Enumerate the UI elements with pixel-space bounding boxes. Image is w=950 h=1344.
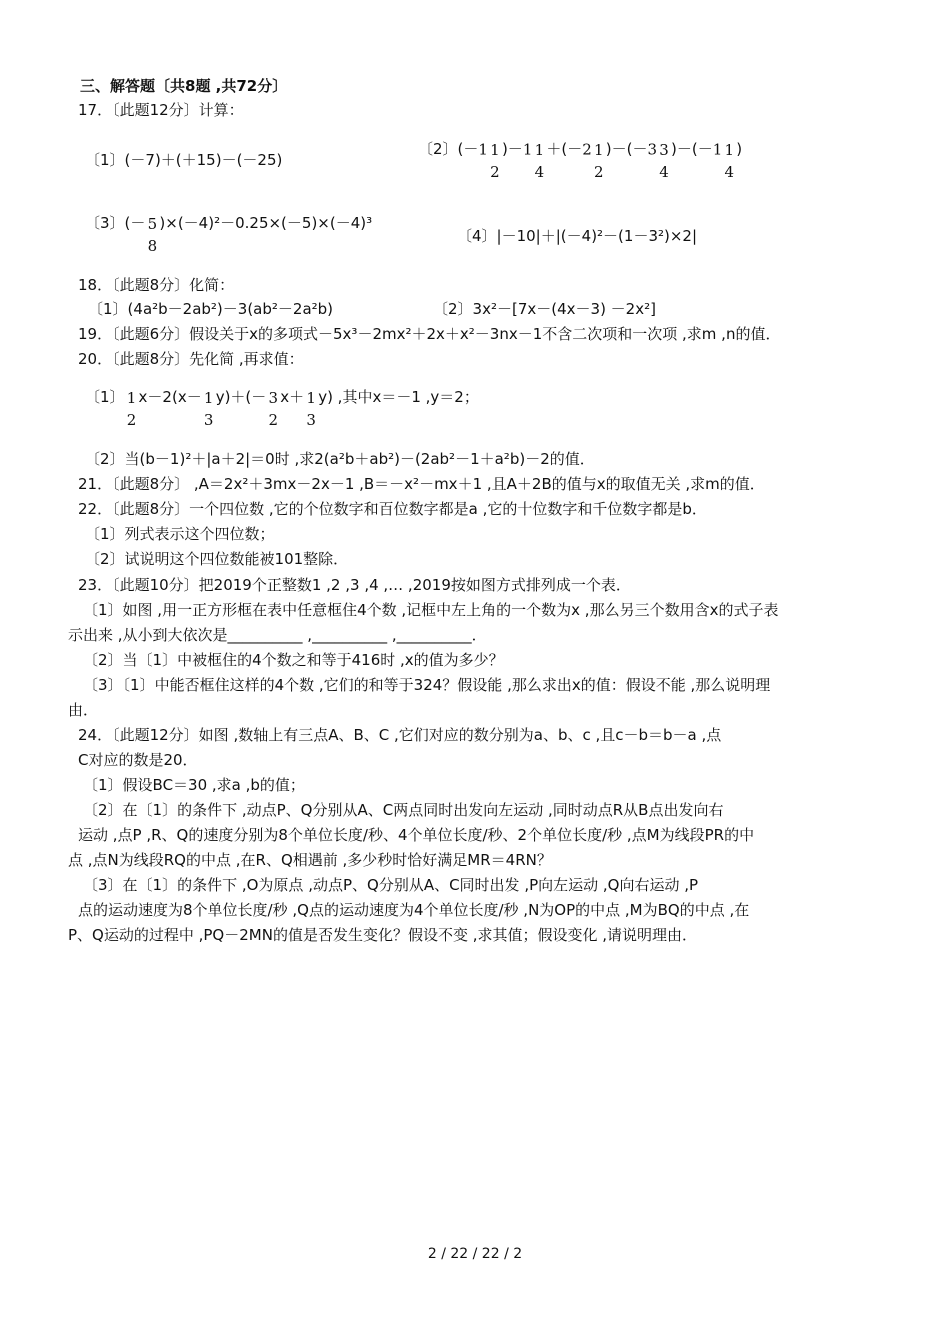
q17-p2-f3-whole: 2	[582, 140, 592, 159]
q20-f4-den: 3	[306, 410, 316, 429]
q20-f1	[125, 376, 139, 429]
q24-part2-line3: 点 ,点N为线段RQ的中点 ,在R、Q相遇前 ,多少秒时恰好满足MR＝4RN？	[68, 851, 552, 869]
section-title: 三、解答题〔共8题 ,共72分〕	[80, 77, 288, 95]
q17-stem: 17．〔此题12分〕计算：	[78, 101, 244, 119]
q17-p2-f3-den: 2	[593, 162, 604, 181]
q17-p2-f3	[592, 128, 606, 181]
q24-part3-line2: 点的运动速度为8个单位长度/秒 ,Q点的运动速度为4个单位长度/秒 ,N为OP的中点 ,M为BQ的中点 ,在	[78, 901, 750, 919]
q20-f4	[304, 376, 318, 429]
q20-p1-text-a: 〔1〕	[85, 388, 125, 406]
q20-f4-num: 1	[306, 388, 316, 407]
q17-p2-f3-num: 1	[593, 140, 604, 159]
q17-part4: 〔4〕|－10|＋|(－4)²－(1－3²)×2|	[457, 227, 698, 245]
q24-stem-line2: C对应的数是20．	[78, 751, 198, 769]
q18-stem: 18．〔此题8分〕化简：	[78, 276, 235, 294]
q17-p2-f2-num: 1	[534, 140, 545, 159]
q20-p1-text-d: x＋	[280, 388, 305, 406]
q22-stem: 22．〔此题8分〕一个四位数 ,它的个位数字和百位数字都是a ,它的十位数字和千位数字都是b．	[78, 500, 707, 518]
q17-p2-text-f: )	[736, 140, 743, 158]
q17-p2-text-e: )－(－	[671, 140, 713, 158]
q18-part2: 〔2〕3x²－[7x－(4x－3) －2x²]	[433, 300, 656, 318]
q17-p2-text-d: )－(－	[605, 140, 648, 158]
q23-stem: 23．〔此题10分〕把2019个正整数1 ,2 ,3 ,4 ,… ,2019按如图方式排列成一个表．	[78, 576, 631, 594]
q20-f1-den: 2	[126, 410, 137, 429]
q17-p2-f2	[532, 128, 546, 181]
q17-p2-f1	[488, 128, 502, 181]
q17-p2-f4-den: 4	[659, 162, 669, 181]
q17-p2-f4-num: 3	[659, 140, 669, 159]
q17-p2-f2-den: 4	[534, 162, 545, 181]
q17-p2-f5	[722, 128, 736, 181]
q23-part3-line2: 由．	[68, 701, 99, 719]
q24-part3-line1: 〔3〕在〔1〕的条件下 ,O为原点 ,动点P、Q分别从A、C同时出发 ,P向左运动 ,Q向右运动 ,P	[83, 876, 699, 894]
q22-part2: 〔2〕试说明这个四位数能被101整除．	[85, 550, 349, 568]
q17-p3-num: 5	[147, 214, 158, 233]
q19: 19．〔此题6分〕假设关于x的多项式－5x³－2mx²＋2x＋x²－3nx－1不含二次项和一次项 ,求m ,n的值．	[78, 325, 781, 343]
q20-f2	[202, 376, 216, 429]
q23-part3-line1: 〔3〕〔1〕中能否框住这样的4个数 ,它们的和等于324？假设能 ,那么求出x的值：假设不能 ,那么说明理	[83, 676, 771, 694]
q17-p2-f1-whole: 1	[478, 140, 488, 159]
q20-f3-den: 2	[268, 410, 279, 429]
q17-p3-text-a: 〔3〕(－	[85, 214, 146, 232]
q17-p2-f5-whole: 1	[712, 140, 723, 159]
q24-part1: 〔1〕假设BC＝30 ,求a ,b的值；	[83, 776, 305, 794]
q17-p2-f2-whole: 1	[522, 140, 533, 159]
q23-part1-line2: 示出来 ,从小到大依次是__________ ,__________ ,__________．	[68, 626, 487, 644]
q20-p1-text-c: y)＋(－	[215, 388, 267, 406]
q20-p1-text-b: x－2(x－	[138, 388, 202, 406]
page-number: 2 / 22 / 22 / 2	[427, 1246, 523, 1262]
q24-part2-line1: 〔2〕在〔1〕的条件下 ,动点P、Q分别从A、C两点同时出发向左运动 ,同时动点R从B点出发向右	[83, 801, 724, 819]
q17-part3	[85, 201, 373, 255]
q17-p3-fraction	[145, 202, 159, 255]
q20-p1-text-e: y) ,其中x＝－1 ,y＝2；	[318, 388, 479, 406]
q20-part2: 〔2〕当(b－1)²＋|a＋2|＝0时 ,求2(a²b＋ab²)－(2ab²－1＋a²b)－2的值．	[85, 450, 595, 468]
q17-p2-f1-num: 1	[490, 140, 500, 159]
q17-part1: 〔1〕(－7)＋(＋15)－(－25)	[85, 151, 283, 169]
q17-p2-f1-den: 2	[490, 162, 500, 181]
q17-part2	[418, 127, 743, 181]
q24-stem-line1: 24．〔此题12分〕如图 ,数轴上有三点A、B、C ,它们对应的数分别为a、b、c ,且c－b＝b－a ,点	[78, 726, 722, 744]
q20-f2-num: 1	[203, 388, 214, 407]
q17-p3-text-b: )×(－4)²－0.25×(－5)×(－4)³	[159, 214, 373, 232]
q17-p2-f4	[657, 128, 671, 181]
q17-p3-den: 8	[147, 236, 158, 255]
q17-p2-text-a: 〔2〕(－	[418, 140, 479, 158]
q23-part2: 〔2〕当〔1〕中被框住的4个数之和等于416时 ,x的值为多少？	[83, 651, 504, 669]
q20-stem: 20．〔此题8分〕先化简 ,再求值：	[78, 350, 304, 368]
q24-part2-line2: 运动 ,点P ,R、Q的速度分别为8个单位长度/秒、4个单位长度/秒、2个单位长度/秒 ,点M为线段PR的中	[78, 826, 755, 844]
q17-p2-text-c: ＋(－	[546, 140, 583, 158]
q23-part1-line1: 〔1〕如图 ,用一正方形框在表中任意框住4个数 ,记框中左上角的一个数为x ,那么另三个数用含x的式子表	[83, 601, 779, 619]
q17-p2-f4-whole: 3	[647, 140, 658, 159]
q18-part1: 〔1〕(4a²b－2ab²)－3(ab²－2a²b)	[88, 300, 334, 318]
q20-f3-num: 3	[268, 388, 279, 407]
q20-f2-den: 3	[203, 410, 214, 429]
q20-part1	[85, 375, 479, 429]
q17-p2-f5-num: 1	[724, 140, 735, 159]
q24-part3-line3: P、Q运动的过程中 ,PQ－2MN的值是否发生变化？假设不变 ,求其值；假设变化 ,请说明理由．	[68, 926, 698, 944]
q17-p2-f5-den: 4	[724, 162, 735, 181]
q17-p2-text-b: )－	[501, 140, 523, 158]
q20-f1-num: 1	[126, 388, 137, 407]
q22-part1: 〔1〕列式表示这个四位数；	[85, 525, 275, 543]
q21: 21．〔此题8分〕 ,A＝2x²＋3mx－2x－1 ,B＝－x²－mx＋1 ,且A＋2B的值与x的取值无关 ,求m的值．	[78, 475, 765, 493]
q20-f3	[266, 376, 280, 429]
